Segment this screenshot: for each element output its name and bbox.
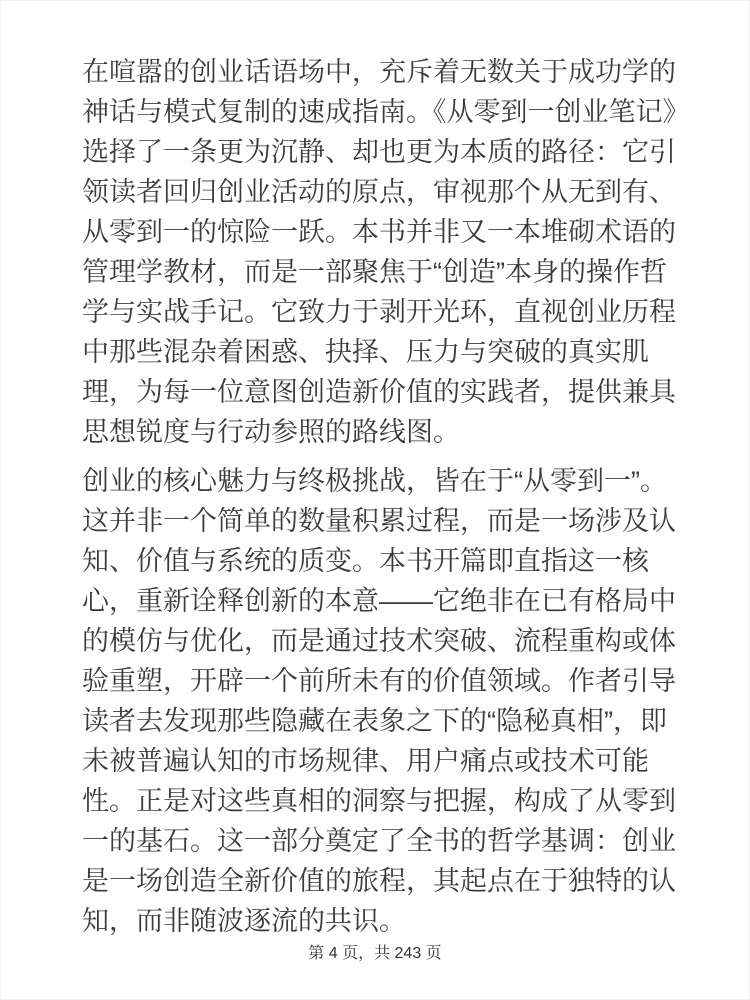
page-indicator: 第 4 页，共 243 页 [308, 945, 442, 962]
page-text [82, 52, 678, 950]
paragraph-core-theme: 创业的核心魅力与终极挑战，皆在于“从零到一”。这并非一个简单的数量积累过程，而是一场涉及认知、价值与系统的质变。本书开篇即直指这一核心，重新诠释创新的本意——它绝非在已有格局中的模仿与优化，而是通过技术突破、流程重构或体验重塑，开辟一个前所未有的价值领域。作者引导读者去发现那些隐藏在表象之下的“隐秘真相”，即未被普遍认知的市场规律、用户痛点或技术可能性。正是对这些真相的洞察与把握，构成了从零到一的基石。这一部分奠定了全书的哲学基调：创业是一场创造全新价值的旅程，其起点在于独特的认知，而非随波逐流的共识。 [82, 466, 676, 936]
paragraph-intro: 在喧嚣的创业话语场中，充斥着无数关于成功学的神话与模式复制的速成指南。《从零到一创业笔记》选择了一条更为沉静、却也更为本质的路径：它引领读者回归创业活动的原点，审视那个从无到有、从零到一的惊险一跃。本书并非又一本堆砌术语的管理学教材，而是一部聚焦于“创造”本身的操作哲学与实战手记。它致力于剥开光环，直视创业历程中那些混杂着困惑、抉择、压力与突破的真实肌理，为每一位意图创造新价值的实践者，提供兼具思想锐度与行动参照的路线图。 [82, 57, 676, 447]
